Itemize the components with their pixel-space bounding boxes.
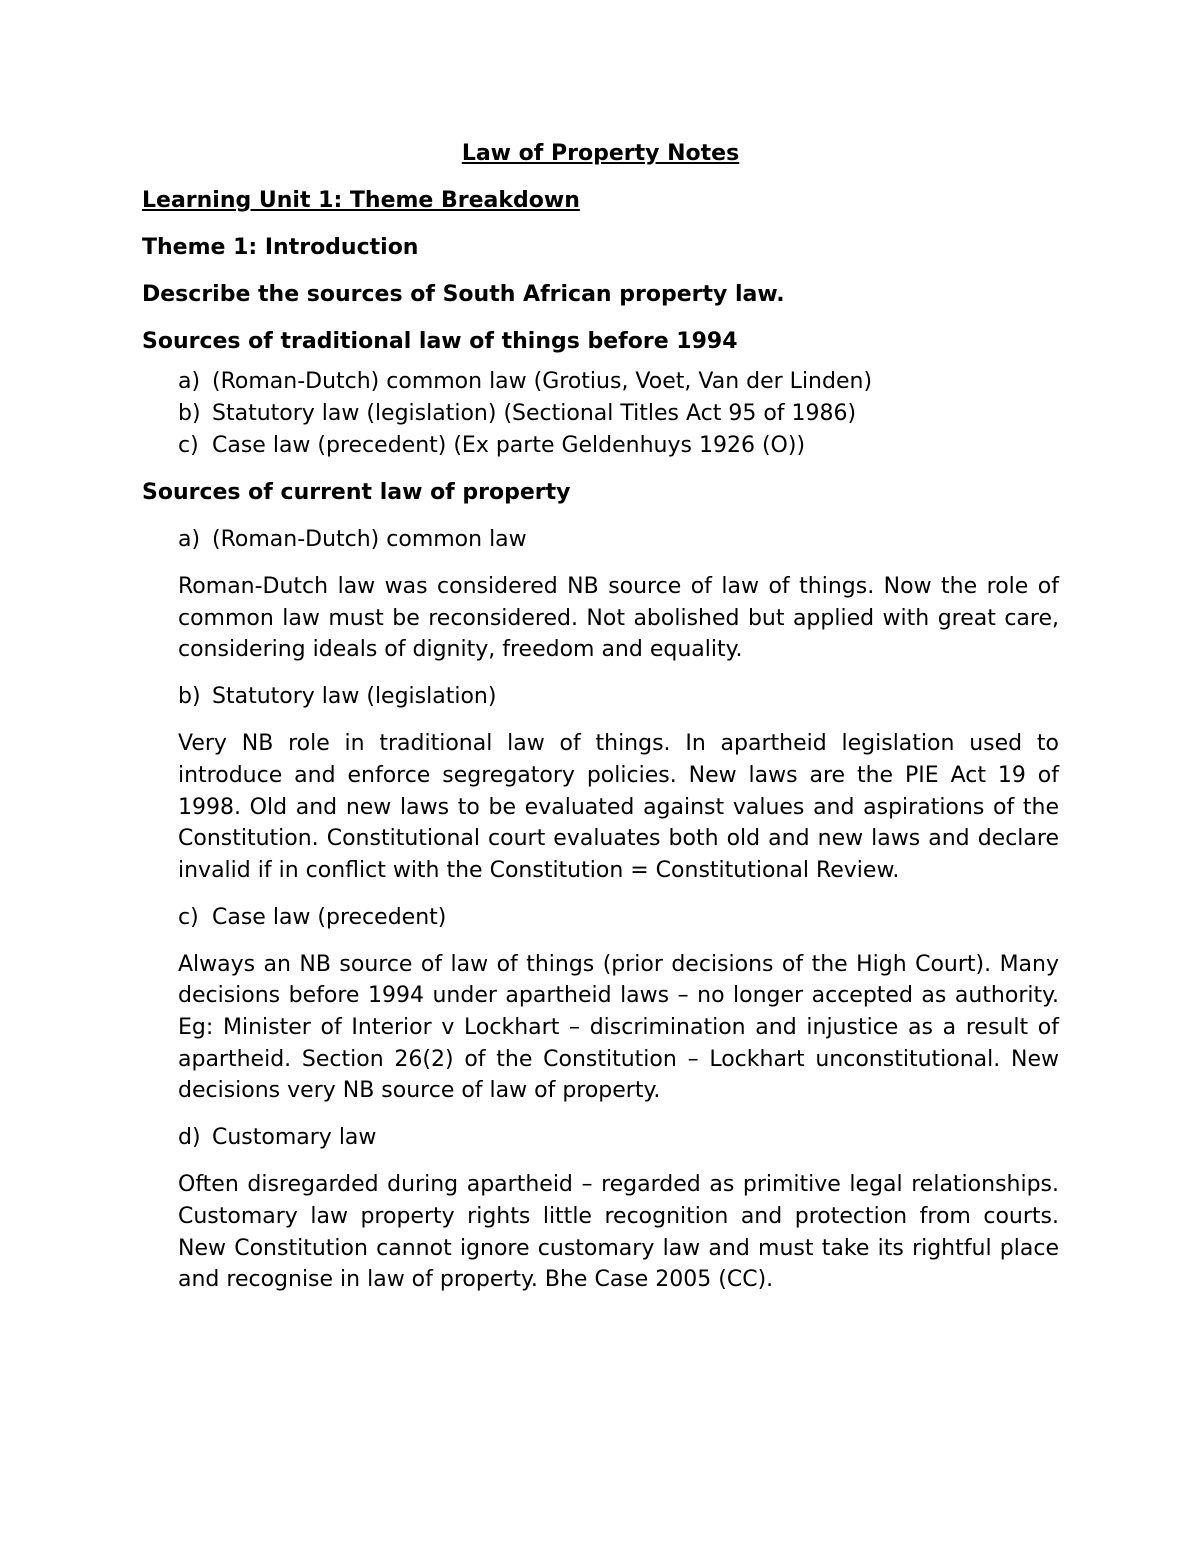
source-paragraph: Roman-Dutch law was considered NB source of law of things. Now the role of common law must be reconsidered. Not abolished but applied with great care, considering ideals of dignity, freedom and equality.: [178, 574, 1059, 663]
source-label-text: (Roman-Dutch) common law: [212, 527, 527, 552]
document-title: Law of Property Notes: [461, 141, 740, 166]
theme-heading: Theme 1: Introduction: [142, 235, 419, 260]
source-paragraph: Very NB role in traditional law of things. In apartheid legislation used to introduce and enforce segregatory policies. New laws are the PIE Act 19 of 1998. Old and new laws to be evaluated against values and aspirations of the Constitution. Constitutional court evaluates both old and new laws and declare invalid if in conflict with the Constitution = Constitutional Review.: [178, 731, 1059, 883]
source-label-text: Statutory law (legislation): [212, 684, 497, 710]
current-sources-heading: Sources of current law of property: [142, 480, 571, 505]
current-source-label: [142, 524, 1059, 556]
list-item-text: (Roman-Dutch) common law (Grotius, Voet, Van der Linden): [212, 369, 873, 394]
list-item: [178, 398, 1059, 430]
list-marker: c): [178, 904, 199, 930]
list-marker: c): [178, 433, 199, 458]
list-marker: b): [178, 684, 201, 710]
list-item-text: Case law (precedent) (Ex parte Geldenhuys 1926 (O)): [212, 433, 806, 458]
current-source-label: [142, 681, 1059, 713]
list-item: [178, 366, 1059, 398]
source-paragraph: Often disregarded during apartheid – regarded as primitive legal relationships. Customary law property rights little recognition and protection from courts. New Constitution cannot ignore customary law and must take its rightful place and recognise in law of property. Bhe Case 2005 (CC).: [178, 1172, 1059, 1293]
source-label-text: Case law (precedent): [212, 904, 447, 930]
unit-heading: Learning Unit 1: Theme Breakdown: [142, 188, 580, 213]
question-heading: Describe the sources of South African property law.: [142, 282, 785, 307]
traditional-sources-heading: Sources of traditional law of things before 1994: [142, 329, 738, 354]
source-paragraph: Always an NB source of law of things (prior decisions of the High Court). Many decisions before 1994 under apartheid laws – no longer accepted as authority. Eg: Minister of Interior v Lockhart – discrimination and injustice as a result of apartheid. Section 26(2) of the Constitution – Lockhart unconstitutional. New decisions very NB source of law of property.: [178, 951, 1059, 1104]
current-source-label: [142, 902, 1059, 934]
list-marker: d): [178, 1125, 201, 1151]
list-item-text: Statutory law (legislation) (Sectional Titles Act 95 of 1986): [212, 401, 857, 426]
current-source-label: [142, 1122, 1059, 1154]
list-marker: a): [178, 527, 201, 552]
document-page: [142, 138, 1059, 1311]
list-item: [178, 430, 1059, 462]
source-label-text: Customary law: [212, 1125, 377, 1151]
list-marker: a): [178, 369, 201, 394]
list-marker: b): [178, 401, 201, 426]
traditional-sources-list: [178, 366, 1059, 462]
